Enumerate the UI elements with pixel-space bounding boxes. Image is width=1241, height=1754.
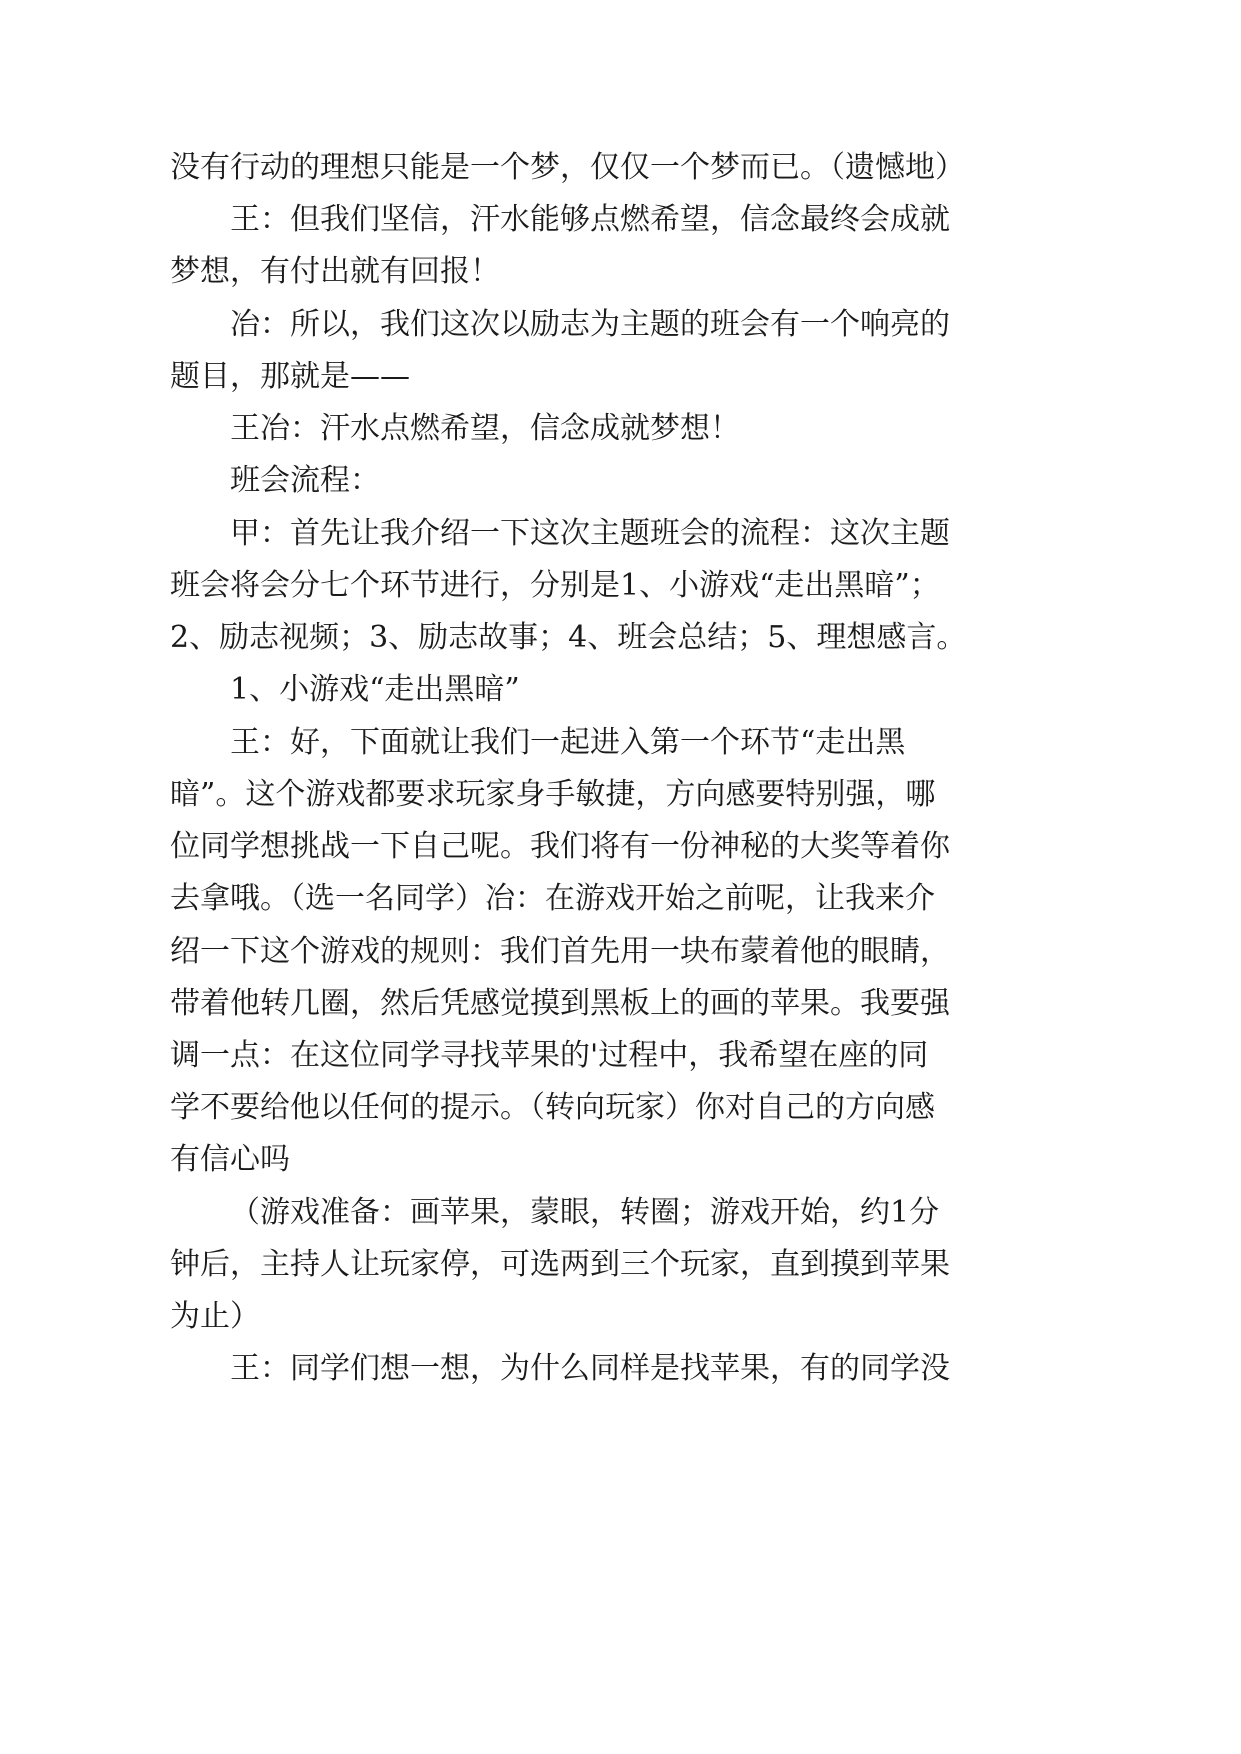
text-line: 学不要给他以任何的提示。（转向玩家）你对自己的方向感 [170, 1090, 935, 1125]
text-line: 2、励志视频；3、励志故事；4、班会总结；5、理想感言。 [170, 620, 967, 655]
text-line: 冶：所以，我们这次以励志为主题的班会有一个响亮的 [230, 307, 950, 342]
text-line: 王冶：汗水点燃希望，信念成就梦想！ [230, 411, 740, 446]
text-line: 梦想，有付出就有回报！ [170, 254, 500, 289]
text-line: 带着他转几圈，然后凭感觉摸到黑板上的画的苹果。我要强 [170, 986, 950, 1021]
text-line: 题目，那就是—— [170, 359, 410, 394]
text-line: 绍一下这个游戏的规则：我们首先用一块布蒙着他的眼睛， [170, 934, 950, 969]
text-line: 有信心吗 [170, 1142, 290, 1177]
text-line: 王：好，下面就让我们一起进入第一个环节“走出黑 [230, 725, 906, 760]
text-line: 1、小游戏“走出黑暗” [230, 672, 520, 707]
text-line: 王：但我们坚信，汗水能够点燃希望，信念最终会成就 [230, 202, 950, 237]
text-line: 班会将会分七个环节进行，分别是1、小游戏“走出黑暗”； [170, 568, 940, 603]
text-line: 钟后，主持人让玩家停，可选两到三个玩家，直到摸到苹果 [170, 1247, 950, 1282]
text-line: 没有行动的理想只能是一个梦，仅仅一个梦而已。（遗憾地） [170, 150, 965, 185]
text-line: 王：同学们想一想，为什么同样是找苹果，有的同学没 [230, 1351, 950, 1386]
text-line: 位同学想挑战一下自己呢。我们将有一份神秘的大奖等着你 [170, 829, 950, 864]
text-line: （游戏准备：画苹果，蒙眼，转圈；游戏开始，约1分 [230, 1195, 940, 1230]
text-line: 调一点：在这位同学寻找苹果的'过程中，我希望在座的同 [170, 1038, 929, 1073]
text-line: 去拿哦。（选一名同学）冶：在游戏开始之前呢，让我来介 [170, 881, 935, 916]
text-line: 暗”。这个游戏都要求玩家身手敏捷，方向感要特别强，哪 [170, 777, 936, 812]
text-line: 甲：首先让我介绍一下这次主题班会的流程：这次主题 [230, 516, 950, 551]
text-line: 为止） [170, 1299, 260, 1334]
text-line: 班会流程： [230, 463, 380, 498]
